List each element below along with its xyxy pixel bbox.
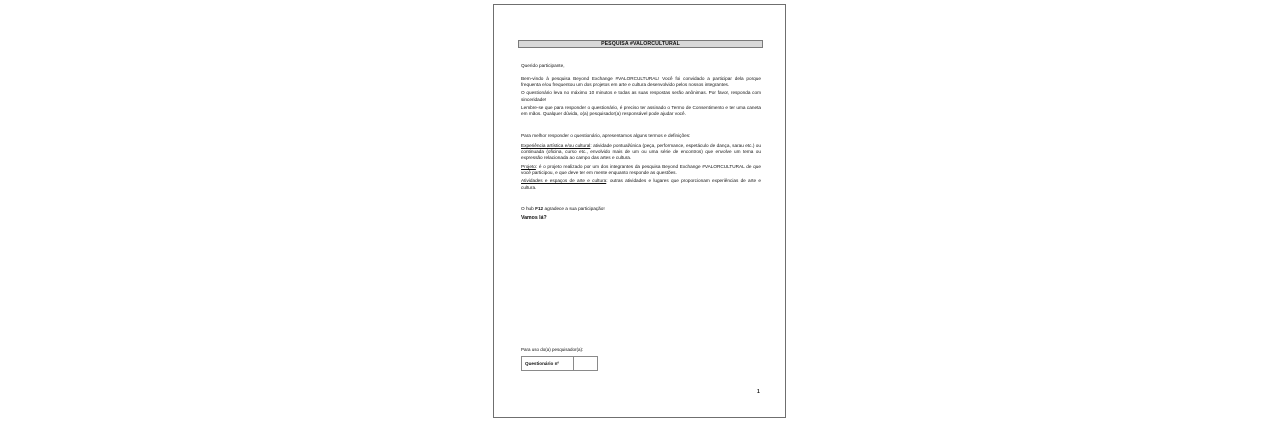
document-body (521, 63, 761, 223)
hub-name: F12 (535, 206, 544, 212)
page-number: 1 (757, 389, 760, 395)
questionnaire-number-label: Questionário nº (522, 357, 574, 370)
intro-paragraph-3: Lembre-se que para responder o questionário, é preciso ter assinado o Termo de Consentimento e ter uma caneta em mãos. Qualquer dúvida, o(a) pesquisador(a) responsável pode ajudar você. (521, 105, 761, 117)
definition-item (521, 164, 761, 176)
intro-paragraph-1: Bem-vindo à pesquisa Beyond Exchange #VALORCULTURAL! Você foi convidado a participar dela porque frequenta e/ou frequentou um dos projetos em arte e cultura desenvolvido pelos nossos integrantes. (521, 75, 761, 87)
greeting: Querido participante, (521, 63, 565, 68)
questionnaire-number-box (521, 356, 598, 371)
definition-term: Experiência artística e/ou cultural (521, 142, 591, 148)
call-to-action: Vamos lá? (521, 214, 547, 221)
definition-text: : é o projeto realizado por um dos integrantes da pesquisa Beyond Exchange #VALORCULTURAL de que você participou, e que deve ter em mente enquanto responde as questões. (521, 163, 761, 175)
definition-term: Atividades e espaços de arte e cultura (521, 178, 607, 184)
definitions-intro: Para melhor responder o questionário, apresentamos alguns termos e definições: (521, 132, 691, 138)
researcher-use-label: Para uso do(a) pesquisador(a): (521, 347, 584, 352)
definition-text: : outras atividades e lugares que proporcionam experiências de arte e cultura. (521, 178, 761, 190)
document-page (493, 4, 786, 418)
definition-item (521, 143, 761, 162)
definition-item (521, 178, 761, 190)
intro-paragraph-2: O questionário leva no máximo 10 minutos e todas as suas respostas serão anônimas. Por favor, responda com sinceridade! (521, 90, 761, 102)
definition-text: : atividade pontual/única (peça, performance, espetáculo de dança, sarau etc.) ou continuada (oficina, curso etc., envolvido mais de um ou uma série de encontros) que envolve um tema ou expressão relacionada ao campo das artes e cultura. (521, 142, 762, 160)
document-title: PESQUISA #VALORCULTURAL (518, 40, 763, 48)
closing-line: O hub F12 agradece a sua participação! (521, 206, 605, 212)
questionnaire-number-field[interactable] (574, 357, 597, 370)
definition-term: Projeto (521, 163, 536, 169)
